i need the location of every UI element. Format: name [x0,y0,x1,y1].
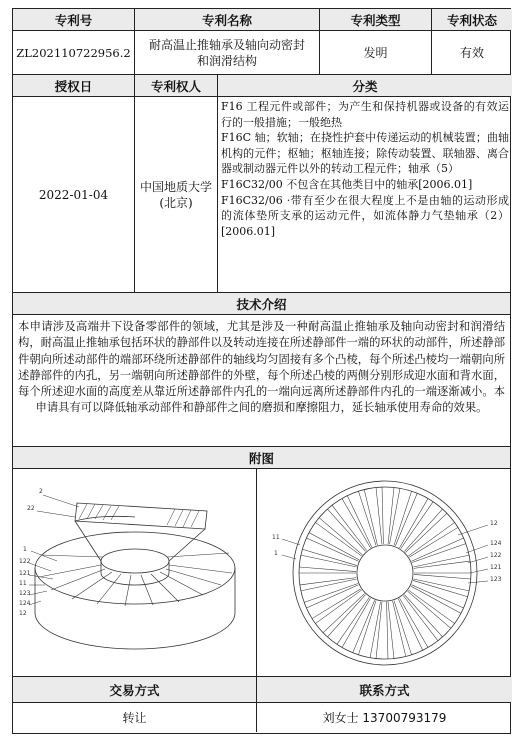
bearing-rib [370,601,382,658]
figure-left-label: 12 [18,609,27,617]
bearing-rib [327,505,366,551]
bearing-rib [315,517,362,555]
figure-left-label: 22 [26,504,35,512]
header-patent-no: 专利号 [13,9,135,30]
figure-left-cell [13,469,257,676]
bearing-rib [304,583,358,608]
bearing-rib [299,577,356,590]
bearing-top-view-figure [262,473,508,673]
figure-right-cell [257,469,512,676]
header-classification: 分类 [218,75,512,96]
patentee [135,97,218,292]
figure-right-label: 122 [489,551,501,559]
classification-item: F16 工程元件或部件；为产生和保持机器或设备的有效运行的一般措施；一般绝热 [221,100,509,129]
patent-basic-row [13,31,510,75]
header-figures: 附图 [13,447,510,468]
figure-left-label: 121 [18,569,30,577]
trade-header-row [13,677,510,703]
bearing-rib [392,600,411,656]
figure-right-label: 11 [271,533,280,541]
header-row-1 [13,9,510,31]
contact-info: 刘女士 13700793179 [322,711,447,725]
grant-date: 2022-01-04 [13,97,135,292]
bearing-rib [410,584,463,613]
bearing-rib [413,555,470,568]
figure-right-label: 121 [489,563,501,571]
classification-item: F16C 轴；软轴；在挠性护套中传递运动的机械装置；曲轴机构的元件；枢轴；枢轴连接；除传动装置、联轴器、离合器或制动器元件以外的转动工程元件；轴承（5） [221,131,509,176]
tech-intro-row [13,315,510,447]
bearing-rib [411,538,465,563]
classification-item: F16C32/06 ·带有至少在很大程度上不是由轴的运动形成的流体垫所支承的运动元件，如流体静力气垫轴承（2）[2006.01] [221,193,509,238]
bearing-rib [408,522,457,557]
figure-left-label: 11 [18,579,27,587]
patent-number: ZL202110722956.2 [13,31,135,74]
figure-right-label: 124 [489,539,501,547]
bearing-rib [403,594,442,640]
bearing-rib [306,532,359,561]
bearing-rib [299,566,356,572]
header-contact: 联系方式 [257,677,512,702]
header-tech-intro: 技术介绍 [13,293,510,314]
bearing-rib [413,573,470,579]
figure-left-label: 1 [22,545,27,553]
figure-left-label: 2 [38,487,43,495]
patent-name: 耐高温止推轴承及轴向动密封和润滑结构 [135,31,320,74]
bearing-rib [388,487,400,544]
bearing-rib [404,509,446,552]
bearing-rib [300,549,356,567]
header-patentee: 专利权人 [135,75,218,96]
patentee-line-1: 中国地质大学 [139,179,212,194]
patentee-line-2: (北京) [159,195,193,210]
bearing-rib [312,588,361,623]
header-row-2 [13,75,510,97]
figures-header-row [13,447,510,469]
header-patent-name: 专利名称 [135,9,320,30]
grant-row [13,97,510,293]
classification-list [218,97,512,292]
trade-row [13,703,510,732]
figure-left-label: 124 [18,599,30,607]
figure-left-label: 122 [18,557,30,565]
header-trade-mode: 交易方式 [13,677,257,702]
figure-right-label: 12 [489,519,498,527]
bearing-rib [376,487,383,544]
tech-intro-text: 本申请涉及高端井下设备零部件的领域，尤其是涉及一种耐高温止推轴承及轴向动密封和润滑结构，耐高温止推轴承包括环状的静部件以及转动连接在所述静部件一端的环状的动部件，所述静部件朝向所述动部件的端部环绕所述静部件的轴线均匀固接有多个凸棱，每个所述凸棱均一端朝向所述静部件的内孔，另一端朝向所述静部件的外壁，每个所述凸棱的两侧分别形成迎水面和背水面，每个所述迎水面的高度差从靠近所述静部件内孔的一端向远离所述静部件内孔的一端逐渐减小。本申请具有可以降低轴承动部件和静部件之间的磨损和摩擦阻力，延长轴承使用寿命的效果。 [18,320,505,415]
tech-intro-header-row [13,293,510,315]
bearing-perspective-figure [17,473,253,673]
patent-type: 发明 [320,31,432,74]
header-patent-type: 专利类型 [320,9,432,30]
figure-right-label: 123 [489,575,501,583]
figure-left-label: 123 [18,589,30,597]
header-grant-date: 授权日 [13,75,135,96]
bearing-rib [407,590,454,628]
bearing-rib [323,593,365,636]
classification-item: F16C32/00 不包含在其他类目中的轴承[2006.01] [221,177,473,191]
header-patent-status: 专利状态 [432,9,512,30]
bearing-rib [413,579,469,597]
patent-status: 有效 [459,46,484,60]
bearing-rib [358,489,377,545]
figure-right-label: 1 [273,549,278,557]
bearing-rib [386,601,393,658]
trade-mode: 转让 [13,703,257,732]
patent-info-sheet [12,8,511,734]
figures-row [13,469,510,677]
